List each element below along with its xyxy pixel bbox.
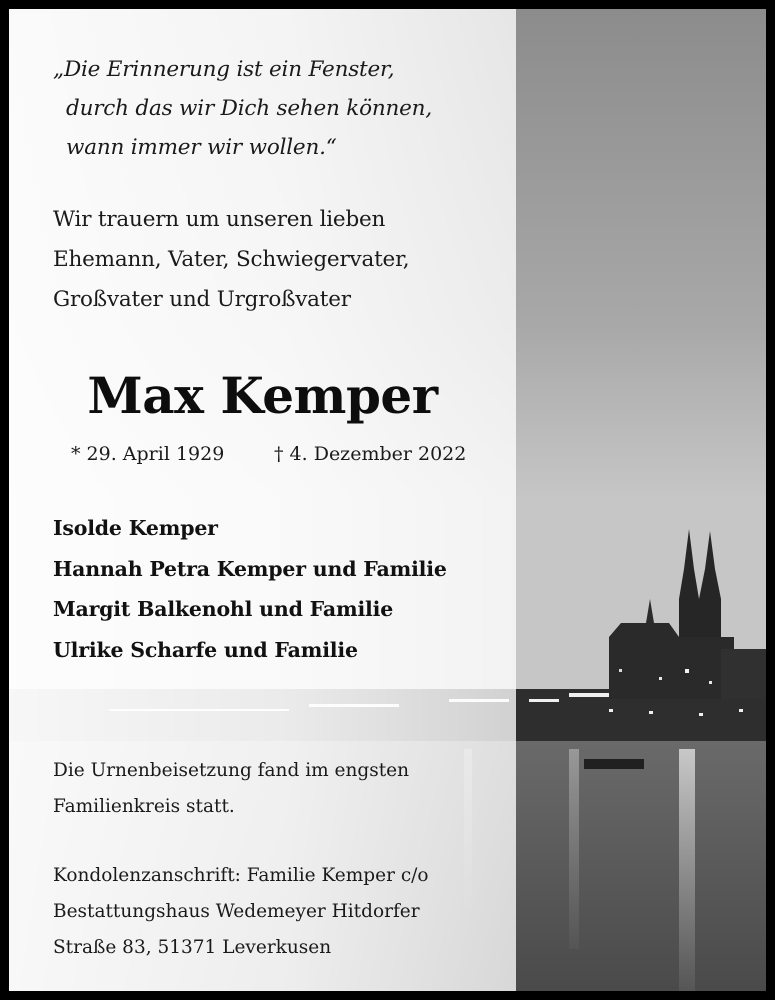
- burial-line: Die Urnenbeisetzung fand im engsten: [53, 760, 410, 781]
- deceased-name: Max Kemper: [87, 366, 438, 425]
- intro-line: Wir trauern um unseren lieben: [53, 207, 386, 232]
- mourner-item: Ulrike Scharfe und Familie: [53, 637, 358, 662]
- memorial-quote: [53, 50, 432, 167]
- address-line: Kondolenzanschrift: Familie Kemper c/o: [53, 865, 429, 886]
- address-line: Bestattungshaus Wedemeyer Hitdorfer: [53, 901, 420, 922]
- mourning-intro: [53, 200, 409, 320]
- quote-line: wann immer wir wollen.“: [66, 135, 337, 160]
- birth-date: * 29. April 1929: [71, 443, 225, 465]
- obituary-text: [9, 9, 516, 991]
- death-date: † 4. Dezember 2022: [274, 443, 467, 465]
- quote-line: durch das wir Dich sehen können,: [66, 96, 432, 121]
- intro-line: Ehemann, Vater, Schwiegervater,: [53, 247, 410, 272]
- mourners-list: [53, 508, 447, 670]
- condolence-address: [53, 858, 429, 966]
- mourner-item: Hannah Petra Kemper und Familie: [53, 556, 447, 581]
- mourner-item: Isolde Kemper: [53, 516, 218, 540]
- intro-line: Großvater und Urgroßvater: [53, 287, 351, 312]
- mourner-item: Margit Balkenohl und Familie: [53, 597, 394, 621]
- address-line: Straße 83, 51371 Leverkusen: [53, 937, 332, 958]
- quote-line: „Die Erinnerung ist ein Fenster,: [53, 57, 395, 82]
- burial-line: Familienkreis statt.: [53, 796, 235, 817]
- obituary-notice: [9, 9, 766, 991]
- burial-notice: [53, 753, 409, 825]
